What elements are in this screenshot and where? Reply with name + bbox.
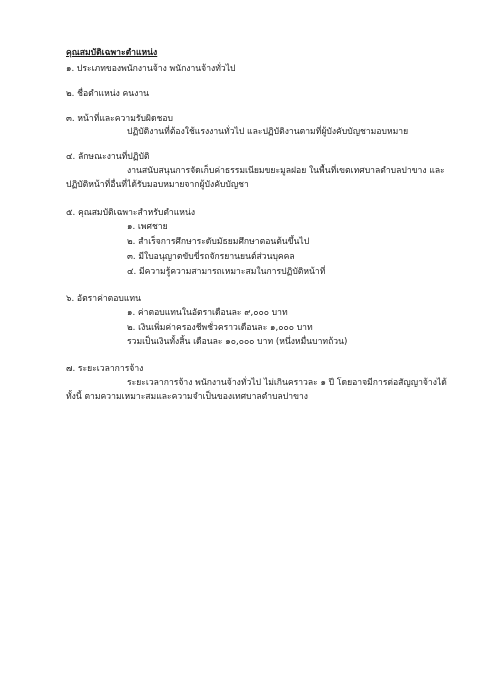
section-4-heading: ๔. ลักษณะงานที่ปฏิบัติ	[66, 152, 150, 162]
section-4-body-line-1: งานสนับสนุนการจัดเก็บค่าธรรมเนียมขยะมูลฝอย ในพื้นที่เขตเทศบาลตำบลปาขาง และ	[127, 166, 445, 176]
section-2-position-name: ๒. ชื่อตำแหน่ง คนงาน	[66, 89, 150, 99]
section-6-item: ๑. ค่าตอบแทนในอัตราเดือนละ ๙,๐๐๐ บาท	[127, 308, 288, 318]
section-5-item: ๔. มีความรู้ความสามารถเหมาะสมในการปฏิบัติหน้าที่	[127, 267, 326, 277]
section-6-heading: ๖. อัตราค่าตอบแทน	[66, 294, 141, 304]
section-5-item: ๑. เพศชาย	[127, 222, 168, 232]
section-6-total: รวมเป็นเงินทั้งสิ้น เดือนละ ๑๐,๐๐๐ บาท (หนึ่งหมื่นบาทถ้วน)	[127, 337, 348, 347]
section-7-body-line-1: ระยะเวลาการจ้าง พนักงานจ้างทั่วไป ไม่เกินคราวละ ๑ ปี โดยอาจมีการต่อสัญญาจ้างได้	[127, 378, 447, 388]
section-5-item: ๓. มีใบอนุญาตขับขี่รถจักรยานยนต์ส่วนบุคคล	[127, 252, 295, 262]
section-6-item: ๒. เงินเพิ่มค่าครองชีพชั่วคราวเดือนละ ๑,๐๐๐ บาท	[127, 323, 313, 333]
section-3-heading: ๓. หน้าที่และความรับผิดชอบ	[66, 114, 173, 124]
section-5-heading: ๕. คุณสมบัติเฉพาะสำหรับตำแหน่ง	[66, 208, 196, 218]
section-4-body-line-2: ปฏิบัติหน้าที่อื่นที่ได้รับมอบหมายจากผู้บังคับบัญชา	[66, 180, 249, 190]
section-1-employee-type: ๑. ประเภทของพนักงานจ้าง พนักงานจ้างทั่วไป	[66, 64, 236, 74]
page-title: คุณสมบัติเฉพาะตำแหน่ง	[66, 48, 158, 58]
section-5-item: ๒. สำเร็จการศึกษาระดับมัธยมศึกษาตอนต้นขึ้นไป	[127, 237, 310, 247]
section-7-body-line-2: ทั้งนี้ ตามความเหมาะสมและความจำเป็นของเทศบาลตำบลปาขาง	[66, 392, 308, 402]
section-3-body: ปฏิบัติงานที่ต้องใช้แรงงานทั่วไป และปฏิบัติงานตามที่ผู้บังคับบัญชามอบหมาย	[127, 127, 409, 137]
section-7-heading: ๗. ระยะเวลาการจ้าง	[66, 364, 144, 374]
